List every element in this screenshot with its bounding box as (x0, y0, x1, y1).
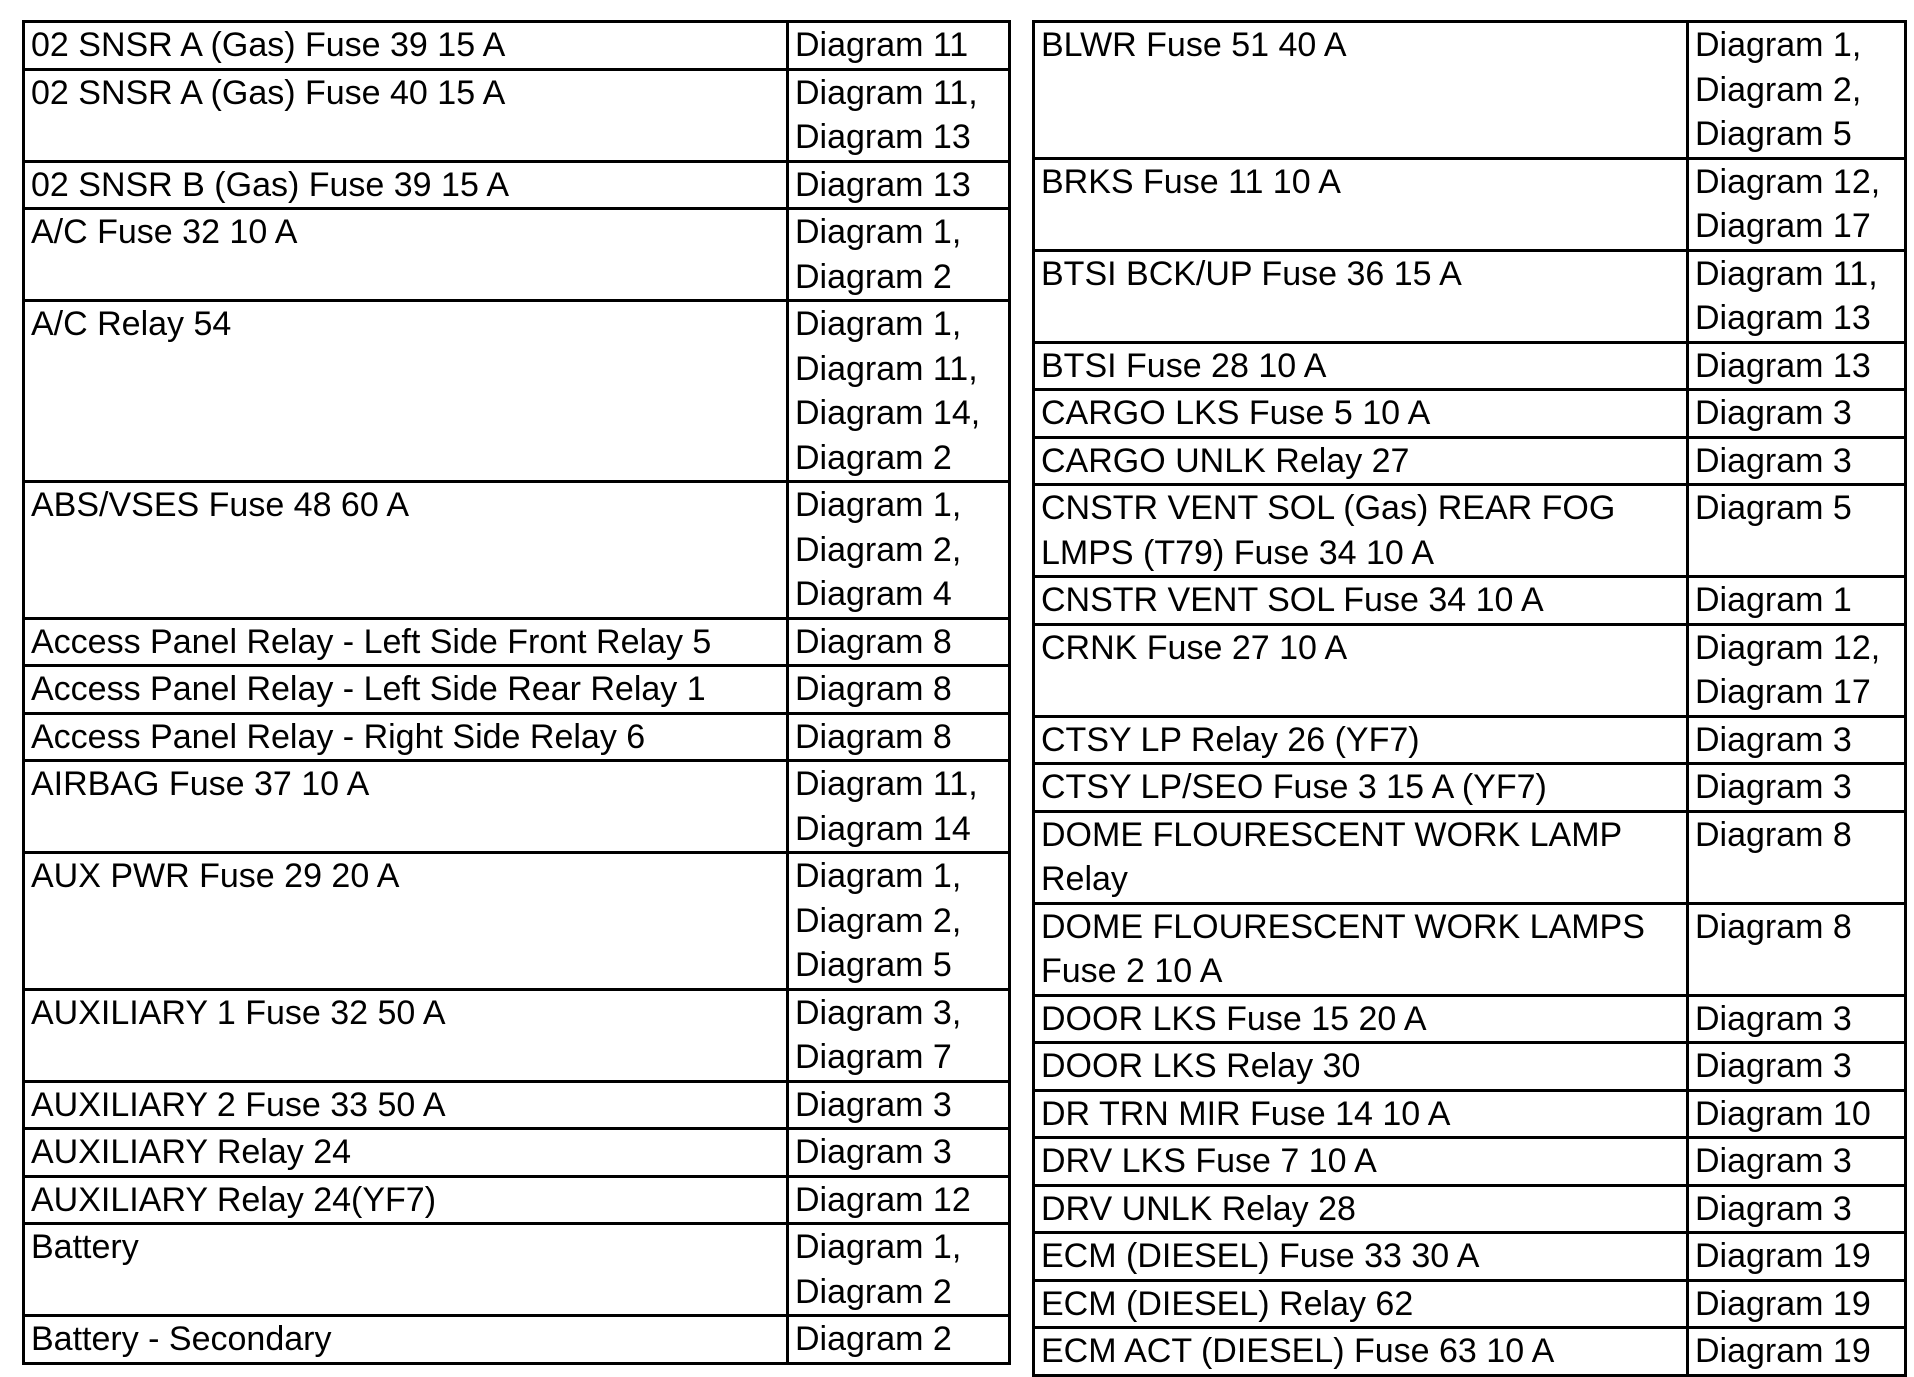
component-name-cell: CTSY LP Relay 26 (YF7) (1034, 716, 1688, 764)
component-name-cell: BTSI Fuse 28 10 A (1034, 342, 1688, 390)
diagram-ref-cell: Diagram 12, Diagram 17 (1688, 158, 1906, 250)
table-row (24, 1081, 1010, 1129)
diagram-ref-cell: Diagram 13 (788, 161, 1010, 209)
diagram-ref-cell: Diagram 8 (1688, 811, 1906, 903)
diagram-ref-cell: Diagram 12, Diagram 17 (1688, 624, 1906, 716)
diagram-ref-cell: Diagram 3 (1688, 1185, 1906, 1233)
diagram-ref-cell: Diagram 19 (1688, 1233, 1906, 1281)
component-name-cell: ECM ACT (DIESEL) Fuse 63 10 A (1034, 1328, 1688, 1376)
table-row (1034, 995, 1906, 1043)
table-row (1034, 903, 1906, 995)
diagram-ref-cell: Diagram 11, Diagram 13 (1688, 250, 1906, 342)
diagram-ref-cell: Diagram 1, Diagram 2, Diagram 4 (788, 482, 1010, 619)
component-name-cell: Access Panel Relay - Right Side Relay 6 (24, 713, 788, 761)
diagram-ref-cell: Diagram 3 (788, 1081, 1010, 1129)
table-row (1034, 1233, 1906, 1281)
table-row (24, 69, 1010, 161)
table-row (1034, 1043, 1906, 1091)
diagram-ref-cell: Diagram 3 (1688, 1138, 1906, 1186)
component-name-cell: Access Panel Relay - Left Side Front Relay 5 (24, 618, 788, 666)
table-row (24, 666, 1010, 714)
diagram-ref-cell: Diagram 3 (1688, 1043, 1906, 1091)
table-row (24, 301, 1010, 482)
table-row (1034, 1138, 1906, 1186)
table-row (24, 161, 1010, 209)
component-name-cell: DOME FLOURESCENT WORK LAMPS Fuse 2 10 A (1034, 903, 1688, 995)
table-row (1034, 1280, 1906, 1328)
diagram-ref-cell: Diagram 1, Diagram 2, Diagram 5 (788, 853, 1010, 990)
diagram-ref-cell: Diagram 11, Diagram 14 (788, 761, 1010, 853)
diagram-ref-cell: Diagram 5 (1688, 485, 1906, 577)
table-row (1034, 624, 1906, 716)
diagram-ref-cell: Diagram 3 (1688, 764, 1906, 812)
component-name-cell: 02 SNSR B (Gas) Fuse 39 15 A (24, 161, 788, 209)
diagram-ref-cell: Diagram 1, Diagram 11, Diagram 14, Diagram 2 (788, 301, 1010, 482)
table-row (24, 482, 1010, 619)
diagram-ref-cell: Diagram 3 (1688, 390, 1906, 438)
diagram-ref-cell: Diagram 11, Diagram 13 (788, 69, 1010, 161)
component-name-cell: AUXILIARY 1 Fuse 32 50 A (24, 989, 788, 1081)
diagram-ref-cell: Diagram 12 (788, 1176, 1010, 1224)
diagram-ref-cell: Diagram 3 (1688, 437, 1906, 485)
table-row (1034, 1185, 1906, 1233)
table-row (1034, 342, 1906, 390)
component-name-cell: DRV LKS Fuse 7 10 A (1034, 1138, 1688, 1186)
table-row (1034, 250, 1906, 342)
component-name-cell: DR TRN MIR Fuse 14 10 A (1034, 1090, 1688, 1138)
table-row (24, 761, 1010, 853)
diagram-ref-cell: Diagram 1, Diagram 2, Diagram 5 (1688, 22, 1906, 159)
table-row (1034, 390, 1906, 438)
table-row (24, 22, 1010, 70)
table-row (1034, 485, 1906, 577)
table-row (1034, 22, 1906, 159)
diagram-ref-cell: Diagram 8 (788, 666, 1010, 714)
component-name-cell: A/C Fuse 32 10 A (24, 209, 788, 301)
diagram-ref-cell: Diagram 8 (1688, 903, 1906, 995)
component-name-cell: CARGO LKS Fuse 5 10 A (1034, 390, 1688, 438)
table-row (24, 618, 1010, 666)
diagram-ref-cell: Diagram 13 (1688, 342, 1906, 390)
fuse-relay-index-table-right (1032, 20, 1907, 1377)
component-name-cell: ECM (DIESEL) Fuse 33 30 A (1034, 1233, 1688, 1281)
component-name-cell: DRV UNLK Relay 28 (1034, 1185, 1688, 1233)
component-name-cell: Battery (24, 1224, 788, 1316)
diagram-ref-cell: Diagram 8 (788, 713, 1010, 761)
table-row (24, 1224, 1010, 1316)
component-name-cell: 02 SNSR A (Gas) Fuse 40 15 A (24, 69, 788, 161)
table-row (1034, 158, 1906, 250)
table-row (24, 1316, 1010, 1364)
table-row (24, 853, 1010, 990)
table-row (24, 713, 1010, 761)
diagram-ref-cell: Diagram 19 (1688, 1328, 1906, 1376)
diagram-ref-cell: Diagram 2 (788, 1316, 1010, 1364)
component-name-cell: CNSTR VENT SOL Fuse 34 10 A (1034, 577, 1688, 625)
diagram-ref-cell: Diagram 1 (1688, 577, 1906, 625)
diagram-ref-cell: Diagram 1, Diagram 2 (788, 209, 1010, 301)
component-name-cell: DOOR LKS Relay 30 (1034, 1043, 1688, 1091)
table-row (24, 1129, 1010, 1177)
fuse-relay-index-table-left (22, 20, 1011, 1365)
table-row (1034, 437, 1906, 485)
component-name-cell: CRNK Fuse 27 10 A (1034, 624, 1688, 716)
diagram-ref-cell: Diagram 1, Diagram 2 (788, 1224, 1010, 1316)
table-row (1034, 1090, 1906, 1138)
table-row (24, 989, 1010, 1081)
component-name-cell: Battery - Secondary (24, 1316, 788, 1364)
table-row (1034, 764, 1906, 812)
component-name-cell: DOOR LKS Fuse 15 20 A (1034, 995, 1688, 1043)
component-name-cell: AUXILIARY Relay 24 (24, 1129, 788, 1177)
component-name-cell: BRKS Fuse 11 10 A (1034, 158, 1688, 250)
component-name-cell: BLWR Fuse 51 40 A (1034, 22, 1688, 159)
component-name-cell: ECM (DIESEL) Relay 62 (1034, 1280, 1688, 1328)
diagram-ref-cell: Diagram 11 (788, 22, 1010, 70)
diagram-ref-cell: Diagram 3, Diagram 7 (788, 989, 1010, 1081)
component-name-cell: CNSTR VENT SOL (Gas) REAR FOG LMPS (T79) Fuse 34 10 A (1034, 485, 1688, 577)
component-name-cell: Access Panel Relay - Left Side Rear Relay 1 (24, 666, 788, 714)
table-row (24, 209, 1010, 301)
component-name-cell: AUXILIARY Relay 24(YF7) (24, 1176, 788, 1224)
diagram-ref-cell: Diagram 3 (1688, 716, 1906, 764)
component-name-cell: BTSI BCK/UP Fuse 36 15 A (1034, 250, 1688, 342)
component-name-cell: 02 SNSR A (Gas) Fuse 39 15 A (24, 22, 788, 70)
table-row (24, 1176, 1010, 1224)
table-row (1034, 577, 1906, 625)
component-name-cell: ABS/VSES Fuse 48 60 A (24, 482, 788, 619)
component-name-cell: AIRBAG Fuse 37 10 A (24, 761, 788, 853)
diagram-ref-cell: Diagram 10 (1688, 1090, 1906, 1138)
component-name-cell: AUXILIARY 2 Fuse 33 50 A (24, 1081, 788, 1129)
component-name-cell: CARGO UNLK Relay 27 (1034, 437, 1688, 485)
diagram-ref-cell: Diagram 19 (1688, 1280, 1906, 1328)
component-name-cell: A/C Relay 54 (24, 301, 788, 482)
component-name-cell: AUX PWR Fuse 29 20 A (24, 853, 788, 990)
table-row (1034, 811, 1906, 903)
component-name-cell: CTSY LP/SEO Fuse 3 15 A (YF7) (1034, 764, 1688, 812)
diagram-ref-cell: Diagram 8 (788, 618, 1010, 666)
diagram-ref-cell: Diagram 3 (1688, 995, 1906, 1043)
component-name-cell: DOME FLOURESCENT WORK LAMP Relay (1034, 811, 1688, 903)
table-row (1034, 716, 1906, 764)
diagram-ref-cell: Diagram 3 (788, 1129, 1010, 1177)
table-row (1034, 1328, 1906, 1376)
